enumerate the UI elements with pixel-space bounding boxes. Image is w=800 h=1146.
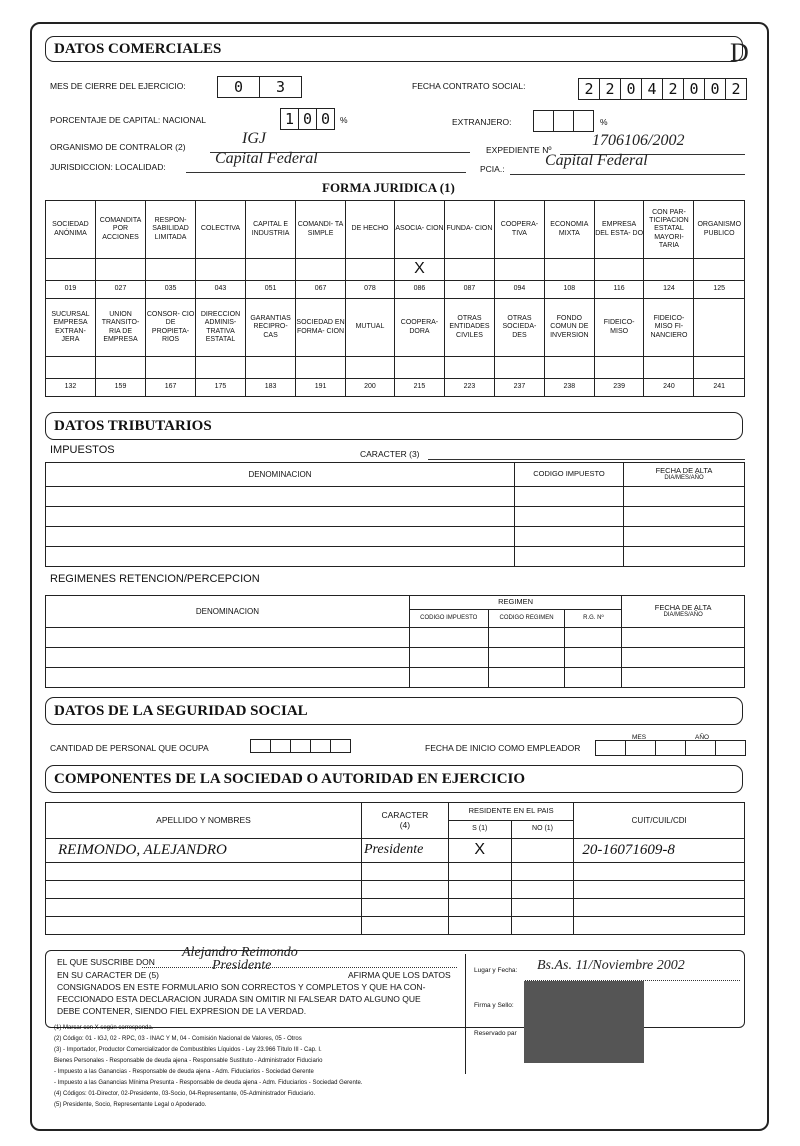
componente-nombre[interactable] <box>46 899 362 917</box>
forma-juridica-checkbox[interactable] <box>46 259 96 281</box>
fecha-inicio-label: FECHA DE INICIO COMO EMPLEADOR <box>425 743 581 753</box>
forma-juridica-code: 238 <box>544 379 594 397</box>
digit-box[interactable]: 4 <box>641 78 663 100</box>
fecha-contrato-label: FECHA CONTRATO SOCIAL: <box>412 81 526 91</box>
digit-box[interactable]: 2 <box>725 78 747 100</box>
input-cell[interactable] <box>488 648 565 668</box>
forma-juridica-checkbox[interactable] <box>694 259 745 281</box>
forma-juridica-code: 183 <box>246 379 296 397</box>
col-codigo-regimen: CODIGO REGIMEN <box>488 610 565 628</box>
componente-caracter[interactable] <box>361 899 448 917</box>
digit-box[interactable] <box>533 110 554 132</box>
lugar-value[interactable]: Bs.As. 11/Noviembre 2002 <box>537 958 685 973</box>
input-cell[interactable] <box>46 668 410 688</box>
forma-juridica-option: FIDEICO- MISO <box>594 299 644 357</box>
table-row <box>46 648 745 668</box>
digit-box[interactable]: 2 <box>599 78 621 100</box>
forma-code-row <box>46 281 745 299</box>
pct-symbol: % <box>340 115 348 125</box>
decl-text4: DEBE CONTENER, SIENDO FIEL EXPRESION DE LA VERDAD. <box>57 1006 307 1016</box>
componente-nombre[interactable]: REIMONDO, ALEJANDRO <box>46 839 362 863</box>
porcentaje-label: PORCENTAJE DE CAPITAL: NACIONAL <box>50 115 207 125</box>
componentes-header: COMPONENTES DE LA SOCIEDAD O AUTORIDAD EN EJERCICIO <box>45 765 743 793</box>
forma-juridica-checkbox[interactable] <box>46 357 96 379</box>
col-codigo-impuesto: CODIGO IMPUESTO <box>515 463 624 487</box>
componente-nombre[interactable] <box>46 863 362 881</box>
mes-label: MES <box>632 734 647 741</box>
digit-box[interactable]: 0 <box>704 78 726 100</box>
input-cell[interactable] <box>624 547 745 567</box>
corner-mark: D <box>730 38 749 67</box>
componente-cuit[interactable] <box>574 917 745 935</box>
firma-label: Firma y Sello: <box>474 1002 514 1009</box>
forma-juridica-checkbox[interactable] <box>95 259 145 281</box>
footnote: (4) Códigos: 01-Director, 02-Presidente, 03-Socio, 04-Representante, 05-Administrador Fiduciario. <box>54 1091 316 1097</box>
input-cell[interactable] <box>515 527 624 547</box>
col-rg: R.G. Nº <box>565 610 622 628</box>
forma-juridica-checkbox[interactable] <box>296 259 346 281</box>
forma-juridica-code: 019 <box>46 281 96 299</box>
forma-code-row <box>46 379 745 397</box>
forma-juridica-code: 051 <box>246 281 296 299</box>
input-cell[interactable] <box>46 527 515 547</box>
forma-juridica-checkbox[interactable] <box>146 357 196 379</box>
forma-juridica-code: 108 <box>544 281 594 299</box>
pcia-value[interactable]: Capital Federal <box>545 152 648 169</box>
forma-juridica-option <box>694 299 745 357</box>
digit-box[interactable] <box>655 740 686 756</box>
forma-juridica-table <box>45 200 745 397</box>
digit-box[interactable] <box>625 740 656 756</box>
forma-juridica-option: FIDEICO- MISO FI- NANCIERO <box>644 299 694 357</box>
forma-juridica-option: OTRAS SOCIEDA- DES <box>495 299 545 357</box>
forma-juridica-checkbox[interactable] <box>495 357 545 379</box>
forma-juridica-code: 035 <box>146 281 196 299</box>
input-cell[interactable] <box>622 628 745 648</box>
digit-box[interactable]: 2 <box>578 78 600 100</box>
forma-juridica-option: RESPON- SABILIDAD LIMITADA <box>146 201 196 259</box>
forma-juridica-option: ORGANISMO PUBLICO <box>694 201 745 259</box>
localidad-line <box>186 172 466 173</box>
input-cell[interactable] <box>409 668 488 688</box>
digit-box[interactable]: 0 <box>217 76 260 98</box>
footnote: (1) Marcar con X según corresponda. <box>54 1025 154 1031</box>
caracter-label: CARACTER (3) <box>360 449 420 459</box>
input-cell[interactable] <box>624 487 745 507</box>
forma-juridica-checkbox[interactable] <box>296 357 346 379</box>
forma-juridica-code: 132 <box>46 379 96 397</box>
input-cell[interactable] <box>46 648 410 668</box>
caracter-line <box>428 459 745 460</box>
forma-juridica-code: 241 <box>694 379 745 397</box>
forma-juridica-checkbox[interactable] <box>495 259 545 281</box>
forma-juridica-code: 191 <box>296 379 346 397</box>
forma-juridica-code: 200 <box>345 379 394 397</box>
footnote: (2) Código: 01 - IGJ, 02 - RPC, 03 - INAC Y M, 04 - Comisión Nacional de Valores, 05 - Otros <box>54 1036 302 1042</box>
digit-box[interactable] <box>573 110 594 132</box>
footnote: - Impuesto a las Ganancias - Responsable de deuda ajena - Adm. Fiduciarios - Sociedad Gerente <box>54 1069 314 1075</box>
input-cell[interactable] <box>409 628 488 648</box>
jurisdiccion-label: JURISDICCION: LOCALIDAD: <box>50 162 166 172</box>
mes-cierre-label: MES DE CIERRE DEL EJERCICIO: <box>50 81 186 91</box>
forma-juridica-checkbox[interactable] <box>395 357 445 379</box>
digit-box[interactable]: 2 <box>662 78 684 100</box>
digit-box[interactable]: 0 <box>298 108 317 130</box>
input-cell[interactable] <box>46 507 515 527</box>
forma-juridica-code: 159 <box>95 379 145 397</box>
componente-cuit[interactable]: 20-16071609-8 <box>574 839 745 863</box>
digit-box[interactable]: 0 <box>683 78 705 100</box>
input-cell[interactable] <box>622 648 745 668</box>
componente-cuit[interactable] <box>574 863 745 881</box>
digit-box[interactable]: 1 <box>280 108 299 130</box>
input-cell[interactable] <box>565 668 622 688</box>
digit-box[interactable] <box>250 739 271 753</box>
regimenes-table <box>45 595 745 688</box>
forma-juridica-option: COLECTIVA <box>195 201 245 259</box>
componente-residente-no[interactable] <box>511 863 574 881</box>
expediente-label: EXPEDIENTE Nº <box>486 145 552 155</box>
forma-juridica-checkbox[interactable]: X <box>395 259 445 281</box>
input-cell[interactable] <box>409 648 488 668</box>
forma-juridica-checkbox[interactable] <box>195 259 245 281</box>
decl-text1: AFIRMA QUE LOS DATOS <box>348 970 451 980</box>
localidad-value[interactable]: Capital Federal <box>215 150 318 167</box>
forma-juridica-checkbox[interactable] <box>594 259 644 281</box>
col-apellido: APELLIDO Y NOMBRES <box>46 803 362 839</box>
extranjero-pct: % <box>600 117 608 127</box>
redacted-signature-block <box>524 981 644 1063</box>
organismo-value[interactable]: IGJ <box>242 130 266 147</box>
componentes-table <box>45 802 745 935</box>
col-fecha-alta-label: FECHA DE ALTA <box>654 602 712 612</box>
input-cell[interactable] <box>488 628 565 648</box>
input-cell[interactable] <box>515 547 624 567</box>
table-row <box>46 628 745 648</box>
componente-caracter[interactable] <box>361 881 448 899</box>
forma-names-row <box>46 201 745 259</box>
forma-juridica-option: SUCURSAL EMPRESA EXTRAN- JERA <box>46 299 96 357</box>
forma-names-row <box>46 299 745 357</box>
digit-box[interactable] <box>310 739 331 753</box>
datos-tributarios-header: DATOS TRIBUTARIOS <box>45 412 743 440</box>
componente-residente-si[interactable] <box>448 863 511 881</box>
digit-box[interactable]: 0 <box>316 108 335 130</box>
componente-cuit[interactable] <box>574 881 745 899</box>
expediente-value[interactable]: 1706106/2002 <box>592 132 685 149</box>
forma-juridica-code: 167 <box>146 379 196 397</box>
forma-juridica-code: 125 <box>694 281 745 299</box>
input-cell[interactable] <box>46 487 515 507</box>
footnotes <box>54 1023 363 1111</box>
digit-box[interactable]: 0 <box>620 78 642 100</box>
forma-juridica-checkbox[interactable] <box>95 357 145 379</box>
col-fecha-alta <box>624 463 745 487</box>
forma-juridica-option: ECONOMIA MIXTA <box>544 201 594 259</box>
forma-juridica-option: SOCIEDAD EN FORMA- CION <box>296 299 346 357</box>
digit-box[interactable] <box>270 739 291 753</box>
input-cell[interactable] <box>622 668 745 688</box>
forma-juridica-option: UNION TRANSITO- RIA DE EMPRESA <box>95 299 145 357</box>
forma-juridica-code: 175 <box>195 379 245 397</box>
componente-residente-no[interactable] <box>511 899 574 917</box>
forma-juridica-code: 043 <box>195 281 245 299</box>
footnote: (5) Presidente, Socio, Representante Legal o Apoderado. <box>54 1102 207 1108</box>
forma-juridica-checkbox[interactable] <box>444 259 494 281</box>
componente-residente-no[interactable] <box>511 917 574 935</box>
forma-juridica-option: CONSOR- CIO DE PROPIETA- RIOS <box>146 299 196 357</box>
input-cell[interactable] <box>46 628 410 648</box>
anio-label: AÑO <box>695 734 710 741</box>
input-cell[interactable] <box>46 547 515 567</box>
forma-juridica-option: MUTUAL <box>345 299 394 357</box>
forma-juridica-checkbox[interactable] <box>644 357 694 379</box>
footnote: Bienes Personales - Responsable de deuda ajena - Responsable Sustituto - Administrador Fiduciario <box>54 1058 323 1064</box>
reservado-label: Reservado par <box>474 1030 517 1037</box>
forma-juridica-code: 215 <box>395 379 445 397</box>
col-caracter <box>361 803 448 839</box>
impuestos-label: IMPUESTOS <box>50 444 115 456</box>
extranjero-label: EXTRANJERO: <box>452 117 512 127</box>
forma-juridica-code: 086 <box>395 281 445 299</box>
forma-juridica-checkbox[interactable] <box>146 259 196 281</box>
decl-text3: FECCIONADO ESTA DECLARACION JURADA SIN OMITIR NI FALSEAR DATO ALGUNO QUE <box>57 994 421 1004</box>
table-row <box>46 668 745 688</box>
digit-box[interactable] <box>330 739 351 753</box>
forma-juridica-checkbox[interactable] <box>544 259 594 281</box>
organismo-label: ORGANISMO DE CONTRALOR (2) <box>50 142 186 152</box>
col-si: S (1) <box>448 821 511 839</box>
table-row <box>46 863 745 881</box>
forma-juridica-option: OTRAS ENTIDADES CIVILES <box>444 299 494 357</box>
componentes-header-row <box>46 803 745 821</box>
col-fecha-alta-sub: DIA/MES/AÑO <box>664 475 704 482</box>
input-cell[interactable] <box>515 507 624 527</box>
caracter-decl-value[interactable]: Presidente <box>212 958 272 973</box>
col-denominacion: DENOMINACION <box>46 596 410 628</box>
componente-caracter[interactable] <box>361 917 448 935</box>
componente-residente-si[interactable] <box>448 881 511 899</box>
col-fecha-alta <box>622 596 745 628</box>
forma-juridica-code: 116 <box>594 281 644 299</box>
table-row <box>46 917 745 935</box>
forma-juridica-code: 094 <box>495 281 545 299</box>
forma-mark-row <box>46 357 745 379</box>
forma-juridica-option: FONDO COMUN DE INVERSION <box>544 299 594 357</box>
forma-juridica-option: COOPERA- TIVA <box>495 201 545 259</box>
suscribe-label: EL QUE SUSCRIBE DON <box>57 957 155 967</box>
forma-juridica-option: FUNDA- CION <box>444 201 494 259</box>
seguridad-social-header: DATOS DE LA SEGURIDAD SOCIAL <box>45 697 743 725</box>
table-row <box>46 881 745 899</box>
input-cell[interactable] <box>565 628 622 648</box>
forma-juridica-option: COMANDITA POR ACCIONES <box>95 201 145 259</box>
impuestos-header-row <box>46 463 745 487</box>
componente-caracter[interactable] <box>361 863 448 881</box>
digit-box[interactable] <box>685 740 716 756</box>
componente-nombre[interactable] <box>46 917 362 935</box>
col-no: NO (1) <box>511 821 574 839</box>
forma-juridica-code: 237 <box>495 379 545 397</box>
forma-juridica-code: 067 <box>296 281 346 299</box>
col-caracter-num: (4) <box>399 819 411 830</box>
col-fecha-alta-sub: DIA/MES/AÑO <box>663 612 703 619</box>
table-row <box>46 487 745 507</box>
col-regimen: REGIMEN <box>409 596 621 610</box>
table-row <box>46 527 745 547</box>
forma-juridica-checkbox[interactable] <box>694 357 745 379</box>
table-row <box>46 547 745 567</box>
forma-juridica-option: DIRECCION ADMINIS- TRATIVA ESTATAL <box>195 299 245 357</box>
pcia-label: PCIA.: <box>480 164 505 174</box>
componente-residente-si[interactable] <box>448 899 511 917</box>
forma-juridica-code: 027 <box>95 281 145 299</box>
caracter-decl-label: EN SU CARACTER DE (5) <box>57 970 160 980</box>
datos-comerciales-header: DATOS COMERCIALES <box>45 36 743 62</box>
componente-nombre[interactable] <box>46 881 362 899</box>
lugar-label: Lugar y Fecha: <box>474 967 518 974</box>
forma-juridica-checkbox[interactable] <box>246 259 296 281</box>
forma-juridica-checkbox[interactable] <box>594 357 644 379</box>
suscribe-line <box>142 967 457 968</box>
col-codigo-impuesto: CODIGO IMPUESTO <box>409 610 488 628</box>
input-cell[interactable] <box>624 527 745 547</box>
regimenes-header-row <box>46 596 745 610</box>
table-row <box>46 839 745 863</box>
digit-box[interactable] <box>290 739 311 753</box>
col-cuit: CUIT/CUIL/CDI <box>574 803 745 839</box>
digit-box[interactable] <box>715 740 746 756</box>
forma-juridica-code: 124 <box>644 281 694 299</box>
forma-juridica-code: 240 <box>644 379 694 397</box>
declaracion-divider <box>465 954 466 1074</box>
table-row <box>46 899 745 917</box>
forma-juridica-option: COOPERA- DORA <box>395 299 445 357</box>
componente-caracter[interactable]: Presidente <box>361 839 448 863</box>
forma-juridica-checkbox[interactable] <box>195 357 245 379</box>
forma-juridica-title: FORMA JURIDICA (1) <box>322 180 455 195</box>
forma-juridica-option: SOCIEDAD ANÓNIMA <box>46 201 96 259</box>
forma-juridica-checkbox[interactable] <box>345 259 394 281</box>
forma-juridica-option: CAPITAL E INDUSTRIA <box>246 201 296 259</box>
forma-juridica-option: EMPRESA DEL ESTA- DO <box>594 201 644 259</box>
pcia-line <box>510 174 745 175</box>
componente-residente-no[interactable] <box>511 881 574 899</box>
componente-residente-no[interactable] <box>511 839 574 863</box>
input-cell[interactable] <box>515 487 624 507</box>
forma-juridica-code: 087 <box>444 281 494 299</box>
input-cell[interactable] <box>565 648 622 668</box>
col-fecha-alta-label: FECHA DE ALTA <box>655 465 713 475</box>
forma-juridica-option: GARANTIAS RECIPRO- CAS <box>246 299 296 357</box>
forma-juridica-option: COMANDI- TA SIMPLE <box>296 201 346 259</box>
forma-juridica-code: 078 <box>345 281 394 299</box>
regimenes-title: REGIMENES RETENCION/PERCEPCION <box>50 573 260 585</box>
forma-juridica-checkbox[interactable] <box>345 357 394 379</box>
digit-box[interactable]: 3 <box>259 76 302 98</box>
componente-residente-si[interactable]: X <box>448 839 511 863</box>
forma-mark-row <box>46 259 745 281</box>
decl-text2: CONSIGNADOS EN ESTE FORMULARIO SON CORRECTOS Y COMPLETOS Y QUE HA CON- <box>57 982 426 992</box>
forma-juridica-checkbox[interactable] <box>544 357 594 379</box>
forma-juridica-code: 239 <box>594 379 644 397</box>
forma-juridica-checkbox[interactable] <box>644 259 694 281</box>
impuestos-table <box>45 462 745 567</box>
col-residente: RESIDENTE EN EL PAIS <box>448 803 574 821</box>
cantidad-personal-label: CANTIDAD DE PERSONAL QUE OCUPA <box>50 743 209 753</box>
col-denominacion: DENOMINACION <box>46 463 515 487</box>
forma-juridica-checkbox[interactable] <box>246 357 296 379</box>
footnote: (3) - Importador, Productor Comercializador de Combustibles Líquidos - Ley 23.966 Título III - Cap. I. <box>54 1047 322 1053</box>
forma-juridica-option: DE HECHO <box>345 201 394 259</box>
componente-cuit[interactable] <box>574 899 745 917</box>
digit-box[interactable] <box>595 740 626 756</box>
suscribe-value[interactable]: Alejandro Reimondo <box>182 945 298 960</box>
footnote: - Impuesto a las Ganancias Mínima Presunta - Responsable de deuda ajena - Adm. Fiduciarios - Sociedad Gerente. <box>54 1080 363 1086</box>
table-row <box>46 507 745 527</box>
forma-juridica-checkbox[interactable] <box>444 357 494 379</box>
input-cell[interactable] <box>624 507 745 527</box>
digit-box[interactable] <box>553 110 574 132</box>
input-cell[interactable] <box>488 668 565 688</box>
forma-juridica-code: 223 <box>444 379 494 397</box>
forma-juridica-option: ASOCIA- CION <box>395 201 445 259</box>
forma-juridica-option: CON PAR- TICIPACION ESTATAL MAYORI- TARIA <box>644 201 694 259</box>
col-caracter-label: CARACTER <box>381 809 429 820</box>
componente-residente-si[interactable] <box>448 917 511 935</box>
